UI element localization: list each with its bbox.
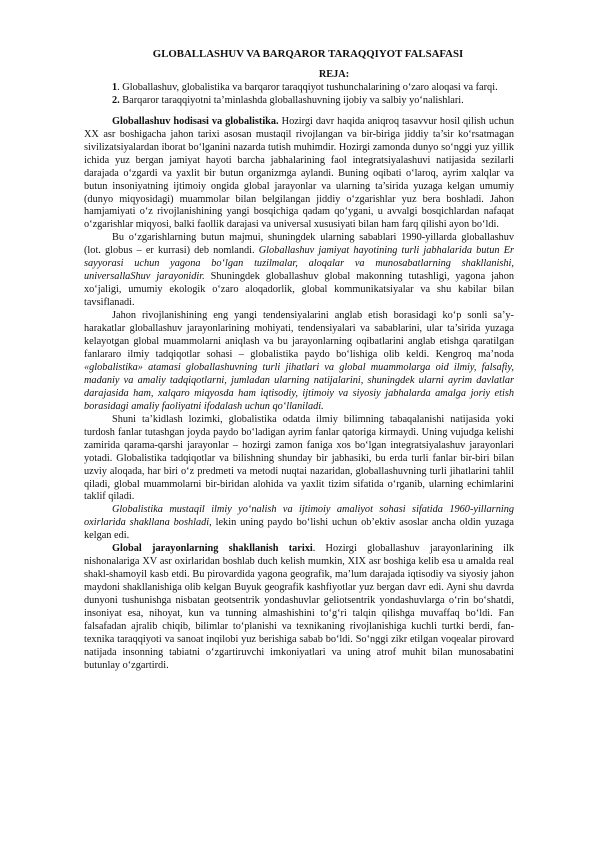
plan-heading: REJA: (318, 68, 350, 80)
paragraph-1 (84, 116, 514, 233)
paragraph-5 (84, 504, 514, 543)
plan-item-1 (84, 82, 514, 95)
plan-item-2-text: Barqaror taraqqiyotni ta’minlashda globallashuvning ijobiy va salbiy yo‘nalishlari. (119, 94, 464, 106)
paragraph-6 (84, 543, 514, 673)
section-heading-history: Global jarayonlarning shakllanish tarixi (112, 543, 313, 555)
paragraph-3 (84, 310, 514, 414)
document-page (84, 48, 514, 673)
paragraph-4: Shuni ta’kidlash lozimki, globalistika odatda ilmiy bilimning tabaqalanishi natijasida yoki turdosh fanlar tutashgan joyda paydo bo‘ladigan ayrim fanlar qatoriga kirmaydi. Uning vujudga kelishi zamirida qarama-qarshi jarayonlar – hozirgi zamon faniga xos bo‘lgan integratsiyalashuv jarayonlari yotadi. Globalistika tadqiqotlar va bilishning shunday bir jabhasiki, bu erda turli fanlar bir-biri bilan uzviy aloqada, har biri o‘z predmeti va metodi nuqtai nazaridan, globallashuvning turli jihatlarini tahlil qiladi, global muammolarni bir-biridan alohida va yaxlit tizim sifatida o‘rganib, ularning echimlarini taklif qiladi. (84, 413, 514, 503)
plan-item-1-text: . Globallashuv, globalistika va barqaror taraqqiyot tushunchalarining o‘zaro aloqasi va farqi. (117, 81, 498, 93)
paragraph-2-text-b: Shuningdek globallashuv global makonning tutashligi, yagona jahon xo‘jaligi, umumiy ekologik o‘zaro aloqadorlik, global kommunikatsiyalar va shu kabilar bilan tavsiflanadi. (84, 271, 515, 309)
paragraph-2 (84, 232, 514, 310)
paragraph-2-definition: Globallashuv jamiyat hayotining turli jabhalarida butun Er sayyorasi uchun yagona bo‘lgan tuzilmalar, aloqalar va munosabatlarning shakllanishi, universallaShuv jarayonidir. (84, 245, 514, 283)
plan-item-1-number: 1 (112, 81, 118, 93)
paragraph-2-text-a: Bu o‘zgarishlarning butun majmui, shuningdek ularning sabablari 1990-yillarda globallashuv (lot. globus – er kurrasi) deb nomlandi. (84, 232, 514, 257)
plan-item-2 (84, 95, 514, 108)
section-heading-globalization: Globallashuv hodisasi va globalistika. (112, 115, 279, 127)
paragraph-6-text: . Hozirgi globallashuv jarayonlarining ilk nishonalariga XV asr oxirlaridan boshlab duch kelish mumkin, XIX asr boshiga kelib esa u amalda real shakl-shamoyil kasb etdi. Bu pirovardida yagona geografik, ma’lum darajada iqtisodiy va siyosiy jahon maydoni shakllanishiga olib kelgan Buyuk geografik kashfiyotlar yuz bergan davr edi. Ayni shu davrda dunyoni tushunishga nisbatan geotsentrik yondashuvlar geliotsentrik yondashuvlarga o‘rin bo‘shatdi, insoniyat esa, nihoyat, kun va tunning almashishini to‘g‘ri talqin qilishga muvaffaq bo‘ldi. Fan falsafadan ajralib chiqib, bilimlar to‘planishi va texnikaning rivojlanishiga kuchli turtki berdi, fan-texnika taraqqiyoti va sanoat inqilobi yuz berishiga sabab bo‘ldi. So‘nggi zikr etilgan voqealar pirovard natijada insonning tabiatni o‘zgartiruvchi imkoniyatlari va uning atrof muhit bilan munosabatini butunlay o‘zgartirdi. (84, 543, 514, 671)
paragraph-5-emphasis: Globalistika mustaqil ilmiy yo‘nalish va ijtimoiy amaliyot sohasi sifatida 1960-yillarning oxirlarida shakllana boshladi (84, 504, 514, 529)
paragraph-1-text: Hozirgi davr haqida aniqroq tasavvur hosil qilish uchun XX asr boshigacha jahon tarixi asosan mustaqil rivojlangan va bir-biriga jiddiy ta’sir ko‘rsatmagan sivilizatsiyalardan iborat bo‘lganini nazarda tutish muhimdir. Hozirgi zamonda dunyo so‘nggi yuz yillik ichida yuz bergan jamiyat hayoti barcha jabhalarining faol integratsiyalashuvi natijasida sezilarli darajada o‘zgardi va yaxlit bir butun organizmga aylandi. Buning oqibati o‘laroq, ayrim xalqlar va butun insoniyatning ijtimoiy ongida global jarayonlar va ularning ta’sirida yuzaga kelgan umumiy (dunyo miqyosidagi) muammolar bilan belgilangan jiddiy o‘zgarishlar yuz bera boshladi. Jahon hamjamiyati o‘z rivojlanishining yangi bosqichiga qadam qo‘ygani, u avvalgi bosqichlardan nafaqat o‘zgarishlar miqyosi, balki faollik darajasi va universal xususiyati bilan ham farq qilishi ayon bo‘ldi. (84, 115, 514, 231)
paragraph-5-text: , lekin uning paydo bo‘lishi uchun ob’ektiv asoslar ancha oldin yuzaga kelgan edi. (84, 517, 515, 542)
plan-item-2-number: 2. (112, 94, 120, 106)
paragraph-3-text-a: Jahon rivojlanishining eng yangi tendensiyalarini anglab etish borasidagi ko‘p sonli sa’y-harakatlar globallashuv jarayonlarining mohiyati, tendensiyalari va sabablarini, ular ta’sirida yuzaga kelayotgan global muammolarni aniqlash va bu jarayonlarning oqibatlarini anglab etishga qaratilgan fanlararo ilmiy tadqiqotlar sohasi – globalistika paydo bo‘lishiga olib keldi. Kengroq ma’noda (84, 310, 514, 360)
document-title: GLOBALLASHUV VA BARQAROR TARAQQIYOT FALSAFASI (152, 48, 464, 60)
paragraph-3-definition: «globalistika» atamasi globallashuvning turli jihatlari va global muammolarga oid ilmiy, falsafiy, madaniy va amaliy tadqiqotlarni, jumladan ularning natijalarini, shuningdek ularni ayrim davlatlar darajasida ham, xalqaro miqyosda ham iqtisodiy, ijtimoiy va siyosiy jabhalarda amalga joriy etish borasidagi amaliy faoliyatni ifodalash uchun qo‘llaniladi. (84, 361, 514, 412)
